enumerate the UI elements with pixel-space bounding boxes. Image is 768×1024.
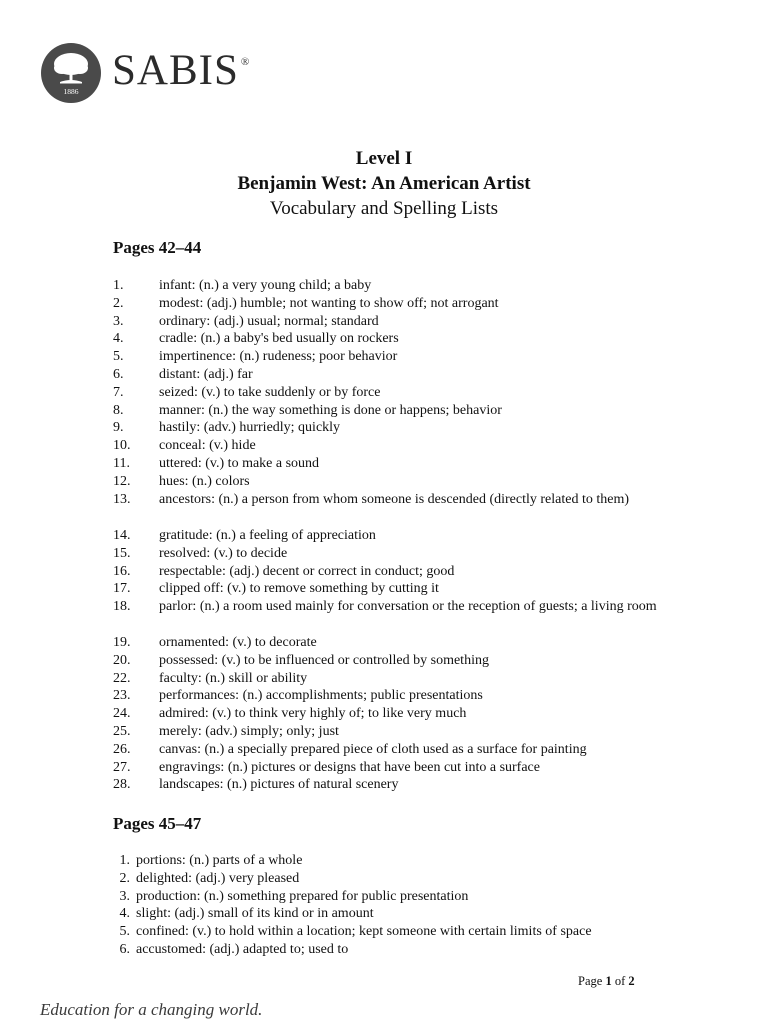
- section-heading-pages-42-44: Pages 42–44: [113, 238, 202, 257]
- brand-name: SABIS ®: [112, 46, 251, 94]
- item-number: 23.: [113, 688, 131, 704]
- item-definition: hues: (n.) colors: [159, 473, 250, 489]
- vocab-item: [106, 923, 592, 941]
- sabis-logo: [40, 42, 250, 104]
- item-number: 6.: [113, 366, 124, 382]
- vocab-item: [113, 455, 629, 473]
- document-title-block: [0, 146, 768, 221]
- item-number: 6.: [119, 941, 130, 957]
- item-definition: respectable: (adj.) decent or correct in conduct; good: [159, 563, 455, 579]
- item-definition: impertinence: (n.) rudeness; poor behavior: [159, 349, 398, 365]
- item-definition: admired: (v.) to think very highly of; to like very much: [159, 706, 467, 722]
- tree-seal-icon: [40, 42, 102, 104]
- item-definition: delighted: (adj.) very pleased: [136, 870, 300, 886]
- item-number: 26.: [113, 741, 131, 757]
- level-title: Level I: [355, 148, 413, 169]
- section-heading-pages-45-47: Pages 45–47: [113, 814, 202, 833]
- vocab-item: [113, 295, 629, 313]
- item-definition: seized: (v.) to take suddenly or by force: [159, 384, 381, 400]
- item-number: 18.: [113, 599, 131, 615]
- item-definition: production: (n.) something prepared for public presentation: [136, 888, 469, 904]
- item-definition: confined: (v.) to hold within a location; kept someone with certain limits of space: [136, 924, 592, 940]
- item-number: 20.: [113, 652, 131, 668]
- item-number: 16.: [113, 563, 131, 579]
- vocab-item: [113, 437, 629, 455]
- item-number: 5.: [113, 349, 124, 365]
- vocab-item: [113, 580, 657, 598]
- item-definition: possessed: (v.) to be influenced or controlled by something: [159, 652, 489, 668]
- item-definition: distant: (adj.) far: [159, 366, 253, 382]
- item-number: 24.: [113, 706, 131, 722]
- item-number: 4.: [113, 331, 124, 347]
- vocab-item: [113, 527, 657, 545]
- item-number: 22.: [113, 670, 131, 686]
- item-definition: conceal: (v.) hide: [159, 438, 256, 454]
- item-number: 3.: [113, 313, 124, 329]
- book-title: Benjamin West: An American Artist: [237, 173, 531, 194]
- item-definition: faculty: (n.) skill or ability: [159, 670, 308, 686]
- vocab-item: [113, 563, 657, 581]
- item-definition: ornamented: (v.) to decorate: [159, 635, 317, 650]
- item-number: 3.: [119, 888, 130, 904]
- item-definition: uttered: (v.) to make a sound: [159, 455, 320, 471]
- vocab-item: [113, 419, 629, 437]
- vocab-item: [113, 634, 587, 652]
- vocab-item: [113, 491, 629, 509]
- vocab-item: [113, 776, 587, 794]
- vocab-item: [113, 723, 587, 741]
- item-number: 14.: [113, 528, 131, 543]
- vocab-item: [113, 741, 587, 759]
- vocab-item: [113, 384, 629, 402]
- item-number: 2.: [119, 870, 130, 886]
- tagline: Education for a changing world.: [40, 1000, 263, 1019]
- item-definition: infant: (n.) a very young child; a baby: [159, 278, 372, 293]
- vocab-item: [106, 852, 592, 870]
- vocab-item: [106, 941, 592, 959]
- item-definition: resolved: (v.) to decide: [159, 545, 288, 561]
- item-definition: portions: (n.) parts of a whole: [136, 853, 303, 868]
- item-number: 13.: [113, 491, 131, 507]
- vocab-item: [113, 705, 587, 723]
- item-definition: clipped off: (v.) to remove something by cutting it: [159, 581, 439, 597]
- vocab-item: [113, 473, 629, 491]
- item-definition: merely: (adv.) simply; only; just: [159, 723, 339, 739]
- item-definition: canvas: (n.) a specially prepared piece of cloth used as a surface for painting: [159, 741, 587, 757]
- vocab-item: [113, 759, 587, 777]
- vocab-item: [113, 598, 657, 616]
- vocab-item: [113, 652, 587, 670]
- item-number: 5.: [119, 924, 130, 940]
- item-number: 25.: [113, 723, 131, 739]
- item-number: 4.: [119, 906, 130, 922]
- seal-year: 1886: [63, 87, 79, 96]
- item-number: 27.: [113, 759, 131, 775]
- vocab-item: [113, 348, 629, 366]
- vocab-list-pages-45-47: [106, 852, 592, 959]
- item-definition: gratitude: (n.) a feeling of appreciation: [159, 528, 376, 543]
- vocab-item: [106, 905, 592, 923]
- item-definition: engravings: (n.) pictures or designs that have been cut into a surface: [159, 759, 540, 775]
- page-number: Page 1 of 2: [578, 974, 635, 988]
- vocab-item: [113, 366, 629, 384]
- vocab-item: [113, 402, 629, 420]
- item-number: 9.: [113, 420, 124, 436]
- item-number: 15.: [113, 545, 131, 561]
- item-definition: cradle: (n.) a baby's bed usually on rockers: [159, 331, 399, 347]
- item-definition: performances: (n.) accomplishments; public presentations: [159, 688, 483, 704]
- vocab-item: [113, 670, 587, 688]
- item-definition: hastily: (adv.) hurriedly; quickly: [159, 420, 341, 436]
- vocab-item: [113, 277, 629, 295]
- vocab-item: [106, 870, 592, 888]
- item-definition: accustomed: (adj.) adapted to; used to: [136, 941, 349, 957]
- item-definition: landscapes: (n.) pictures of natural scenery: [159, 777, 399, 793]
- vocab-list-group-3: [113, 634, 587, 794]
- item-number: 19.: [113, 635, 131, 650]
- vocab-item: [106, 888, 592, 906]
- item-definition: ancestors: (n.) a person from whom someone is descended (directly related to them): [159, 491, 630, 507]
- item-definition: slight: (adj.) small of its kind or in amount: [136, 906, 374, 922]
- item-number: 7.: [113, 384, 124, 400]
- item-number: 2.: [113, 295, 124, 311]
- item-definition: ordinary: (adj.) usual; normal; standard: [159, 313, 379, 329]
- vocab-list-group-1: [113, 277, 629, 508]
- list-subtitle: Vocabulary and Spelling Lists: [269, 198, 499, 219]
- vocab-item: [113, 687, 587, 705]
- vocab-item: [113, 545, 657, 563]
- vocab-item: [113, 330, 629, 348]
- item-definition: modest: (adj.) humble; not wanting to show off; not arrogant: [159, 295, 499, 311]
- item-number: 1.: [119, 853, 130, 868]
- item-number: 10.: [113, 438, 131, 454]
- registered-mark: ®: [240, 55, 251, 68]
- item-definition: manner: (n.) the way something is done or happens; behavior: [159, 402, 502, 418]
- item-definition: parlor: (n.) a room used mainly for conversation or the reception of guests; a living room: [159, 599, 657, 615]
- vocab-list-group-2: [113, 527, 657, 616]
- vocab-item: [113, 313, 629, 331]
- item-number: 1.: [113, 278, 124, 293]
- item-number: 12.: [113, 473, 131, 489]
- item-number: 17.: [113, 581, 131, 597]
- item-number: 11.: [113, 455, 130, 471]
- item-number: 28.: [113, 777, 131, 793]
- item-number: 8.: [113, 402, 124, 418]
